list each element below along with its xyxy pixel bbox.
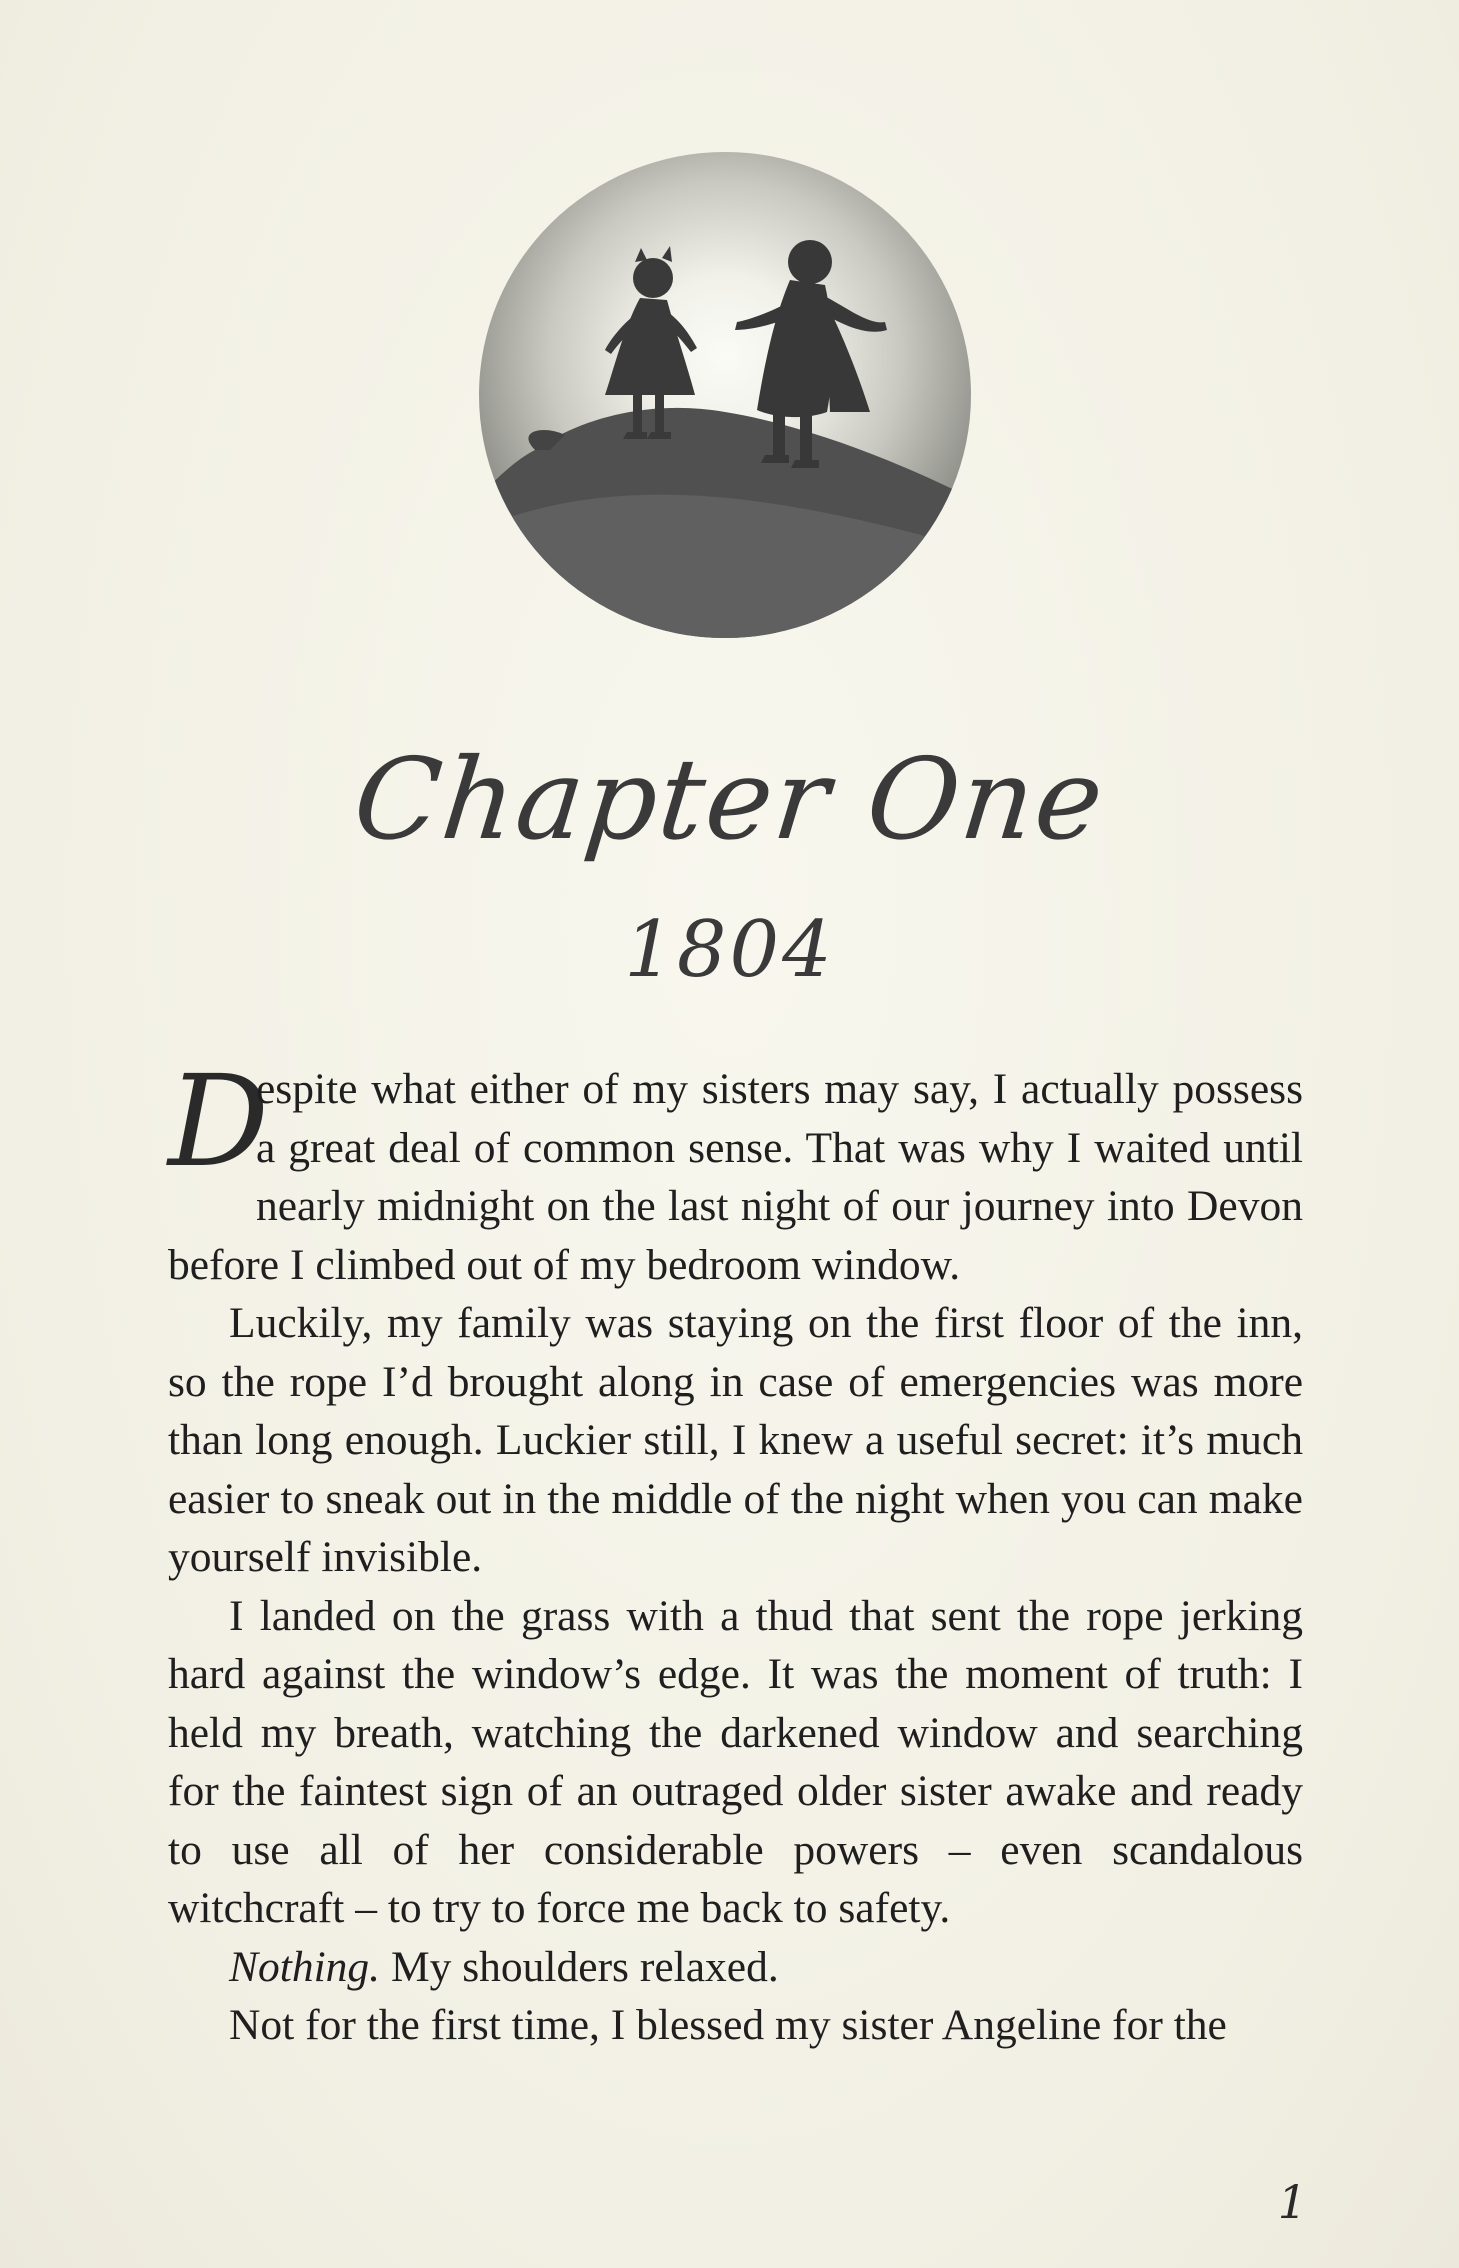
emphasis-text: Nothing. (229, 1942, 381, 1991)
paragraph-text: Not for the first time, I blessed my sister Angeline for the (229, 2001, 1227, 2049)
drop-cap: D (168, 1048, 270, 1195)
paragraph (168, 1587, 1303, 1938)
paragraph (168, 1996, 1303, 2055)
chapter-year: 1804 (624, 905, 835, 995)
paragraph-text: I landed on the grass with a thud that sent the rope jerking hard against the window’s edge. It was the moment of truth: I held my breath, watching the darkened window and searching for the faintest sign of an outraged older sister awake and ready to use all of her considerable powers – even scandalous witchcraft – to try to force me back to safety. (168, 1591, 1303, 1932)
page-number: 1 (1277, 2175, 1307, 2229)
chapter-illustration (475, 150, 975, 640)
paragraph-text: Luckily, my family was staying on the first floor of the inn, so the rope I’d brought along in case of emergencies was more than long enough. Luckier still, I knew a useful secret: it’s much easier to sneak out in the middle of the night when you can make yourself invisible. (168, 1299, 1303, 1581)
paragraph-text: My shoulders relaxed. (380, 1942, 779, 1991)
paragraph (168, 1294, 1303, 1587)
paragraph (168, 1938, 1303, 1997)
chapter-body (168, 1048, 1303, 2055)
paragraph-text: espite what either of my sisters may say, I actually possess a great deal of common sense. That was why I waited until nearly midnight on the last night of our journey into Devon before I climbed out of my bedroom window. (168, 1065, 1303, 1289)
chapter-title: Chapter One (348, 735, 1111, 865)
paragraph (168, 1048, 1303, 1294)
